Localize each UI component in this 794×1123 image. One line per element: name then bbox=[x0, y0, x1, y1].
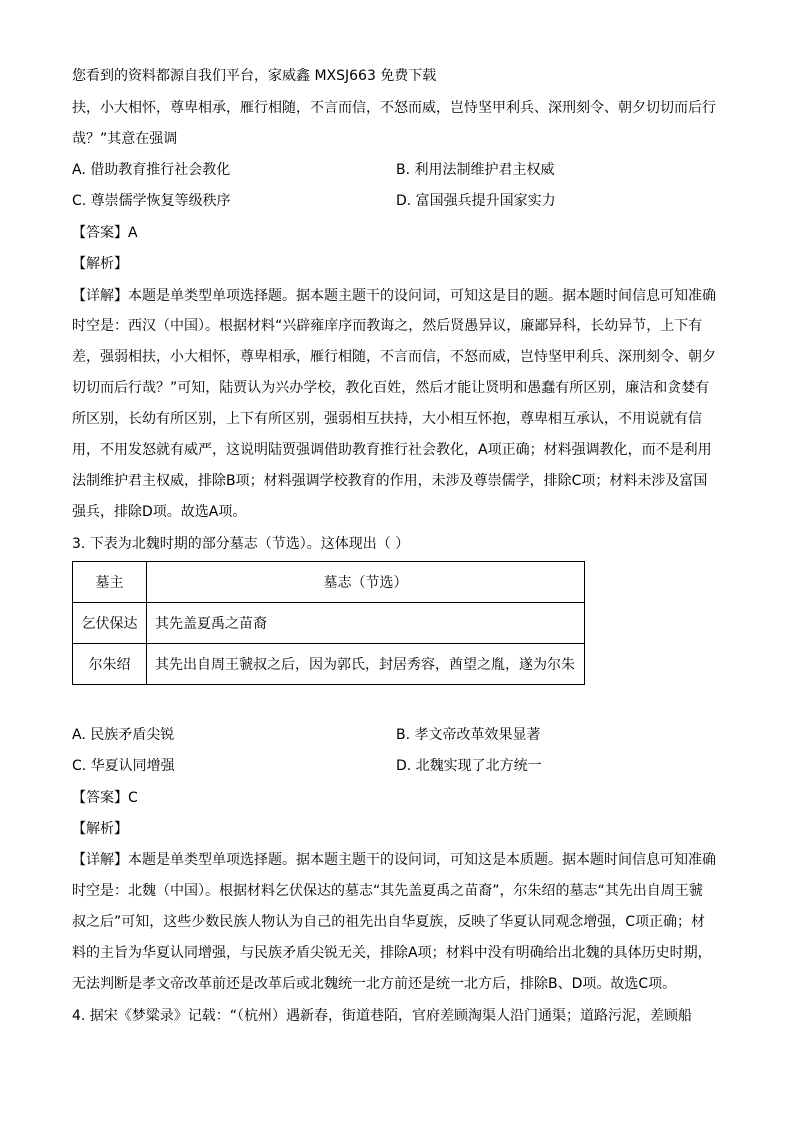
q3-detail-line-4: 料的主旨为华夏认同增强，与民族矛盾尖锐无关，排除A项；材料中没有明确给出北魏的具体历史时期， bbox=[72, 945, 712, 961]
q3-detail-line-1: 【详解】本题是单类型单项选择题。据本题主题干的设问词，可知这是本质题。据本题时间信息可知准确 bbox=[72, 852, 716, 868]
q3-detail-line-5: 无法判断是孝文帝改革前还是改革后或北魏统一北方前还是统一北方后，排除B、D项。故选C项。 bbox=[72, 976, 677, 992]
q2-option-d: D. 富国强兵提升国家实力 bbox=[396, 193, 556, 209]
page-header: 您看到的资料都源自我们平台，家威鑫 MXSJ663 免费下载 bbox=[72, 68, 437, 84]
table-header-epitaph: 墓志（节选） bbox=[147, 562, 585, 603]
q4-stem: 4. 据宋《梦粱录》记载：“（杭州）遇新春，街道巷陌，官府差顾淘渠人沿门通渠；道路污泥，差顾船 bbox=[72, 1008, 693, 1024]
q3-answer: 【答案】C bbox=[72, 790, 138, 806]
q2-detail-line-2: 时空是：西汉（中国）。根据材料“兴辟雍庠序而教诲之，然后贤愚异议，廉鄙异科，长幼异节，上下有 bbox=[72, 318, 703, 334]
table-cell-owner: 尔朱绍 bbox=[73, 644, 147, 685]
q3-option-a: A. 民族矛盾尖锐 bbox=[72, 727, 175, 743]
q2-stem-line-1: 扶，小大相怀，尊卑相承，雁行相随，不言而信，不怒而威，岂恃坚甲利兵、深刑刻令、朝夕切切而后行 bbox=[72, 100, 716, 116]
q3-analysis-label: 【解析】 bbox=[72, 821, 128, 837]
q3-stem: 3. 下表为北魏时期的部分墓志（节选）。这体现出（ ） bbox=[72, 536, 410, 552]
q2-detail-line-4: 切切而后行哉？”可知，陆贾认为兴办学校，教化百姓，然后才能让贤明和愚蠢有所区别，廉洁和贪婪有 bbox=[72, 380, 710, 396]
q2-detail-line-6: 用，不用发怒就有威严，这说明陆贾强调借助教育推行社会教化，A项正确；材料强调教化，而不是利用 bbox=[72, 442, 712, 458]
epitaph-table bbox=[72, 561, 585, 685]
q2-option-a: A. 借助教育推行社会教化 bbox=[72, 162, 231, 178]
q3-option-c: C. 华夏认同增强 bbox=[72, 758, 175, 774]
table-cell-epitaph: 其先盖夏禹之苗裔 bbox=[147, 603, 585, 644]
q3-detail-line-2: 时空是：北魏（中国）。根据材料乞伏保达的墓志“其先盖夏禹之苗裔”，尔朱绍的墓志“其先出自周王虢 bbox=[72, 883, 703, 899]
q2-detail-line-3: 差，强弱相扶，小大相怀，尊卑相承，雁行相随，不言而信，不怒而威，岂恃坚甲利兵、深刑刻令、朝夕 bbox=[72, 349, 716, 365]
table-row bbox=[73, 603, 585, 644]
q2-detail-line-1: 【详解】本题是单类型单项选择题。据本题主题干的设问词，可知这是目的题。据本题时间信息可知准确 bbox=[72, 288, 716, 304]
q2-answer: 【答案】A bbox=[72, 225, 138, 241]
q3-option-b: B. 孝文帝改革效果显著 bbox=[396, 727, 541, 743]
q2-detail-line-5: 所区别，长幼有所区别，上下有所区别，强弱相互扶持，大小相互怀抱，尊卑相互承认，不用说就有信 bbox=[72, 411, 702, 427]
q2-detail-line-7: 法制维护君主权威，排除B项；材料强调学校教育的作用，未涉及尊崇儒学，排除C项；材料未涉及富国 bbox=[72, 473, 708, 489]
q3-option-d: D. 北魏实现了北方统一 bbox=[396, 758, 542, 774]
table-header-owner: 墓主 bbox=[73, 562, 147, 603]
table-row bbox=[73, 644, 585, 685]
q2-detail-line-8: 强兵，排除D项。故选A项。 bbox=[72, 504, 247, 520]
q2-option-c: C. 尊崇儒学恢复等级秩序 bbox=[72, 193, 231, 209]
q2-analysis-label: 【解析】 bbox=[72, 256, 128, 272]
table-cell-owner: 乞伏保达 bbox=[73, 603, 147, 644]
table-header-row bbox=[73, 562, 585, 603]
q2-stem-line-2: 哉？”其意在强调 bbox=[72, 131, 178, 147]
q2-option-b: B. 利用法制维护君主权威 bbox=[396, 162, 555, 178]
q3-detail-line-3: 叔之后”可知，这些少数民族人物认为自己的祖先出自华夏族，反映了华夏认同观念增强，C项正确；材 bbox=[72, 914, 706, 930]
table-cell-epitaph: 其先出自周王虢叔之后，因为郭氏，封居秀容，酋望之胤，遂为尔朱 bbox=[147, 644, 585, 685]
